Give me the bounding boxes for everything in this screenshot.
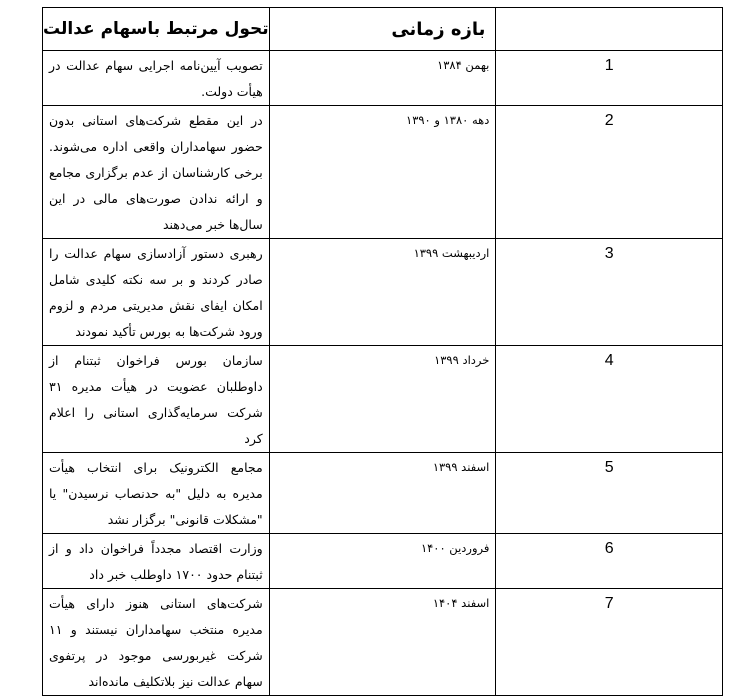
row-date: اسفند ۱۴۰۴ [269,589,496,696]
table-row [43,239,723,346]
header-period: بازه زمانی [269,8,496,51]
row-description: در این مقطع شرکت‌های استانی بدون حضور سهامداران واقعی اداره می‌شوند. برخی کارشناسان از عدم برگزاری مجامع و ارائه ندادن صورت‌های مالی در این سال‌ها خبر می‌دهند [43,106,270,239]
table-header-row [43,8,723,51]
row-description: شرکت‌های استانی هنوز دارای هیأت مدیره منتخب سهامداران نیستند و ۱۱ شرکت غیربورسی موجود در پرتفوی سهام عدالت نیز بلاتکلیف مانده‌اند [43,589,270,696]
row-description: رهبری دستور آزادسازی سهام عدالت را صادر کردند و بر سه نکته کلیدی شامل امکان ایفای نقش مدیریتی مردم و لزوم ورود شرکت‌ها به بورس تأکید نمودند [43,239,270,346]
row-date: فروردین ۱۴۰۰ [269,534,496,589]
table-row [43,106,723,239]
table-row [43,534,723,589]
events-table [42,7,723,696]
table-row [43,453,723,534]
row-date: دهه ۱۳۸۰ و ۱۳۹۰ [269,106,496,239]
table-row [43,51,723,106]
row-date: خرداد ۱۳۹۹ [269,346,496,453]
row-number: 5 [496,453,723,534]
row-date: بهمن ۱۳۸۴ [269,51,496,106]
row-description: سازمان بورس فراخوان ثبتنام از داوطلبان عضویت در هیأت مدیره ۳۱ شرکت سرمایه‌گذاری استانی را اعلام کرد [43,346,270,453]
row-description: وزارت اقتصاد مجدداً فراخوان داد و از ثبتنام حدود ۱۷۰۰ داوطلب خبر داد [43,534,270,589]
header-number [496,8,723,51]
row-number: 1 [496,51,723,106]
row-number: 2 [496,106,723,239]
table-row [43,346,723,453]
row-description: مجامع الکترونیک برای انتخاب هیأت مدیره به دلیل "به حدنصاب نرسیدن" یا "مشکلات قانونی" برگزار نشد [43,453,270,534]
row-number: 4 [496,346,723,453]
row-number: 6 [496,534,723,589]
header-event: تحول مرتبط باسهام عدالت [43,8,270,51]
row-number: 3 [496,239,723,346]
table-row [43,589,723,696]
row-number: 7 [496,589,723,696]
row-date: اسفند ۱۳۹۹ [269,453,496,534]
row-date: اردیبهشت ۱۳۹۹ [269,239,496,346]
row-description: تصویب آیین‌نامه اجرایی سهام عدالت در هیأت دولت. [43,51,270,106]
